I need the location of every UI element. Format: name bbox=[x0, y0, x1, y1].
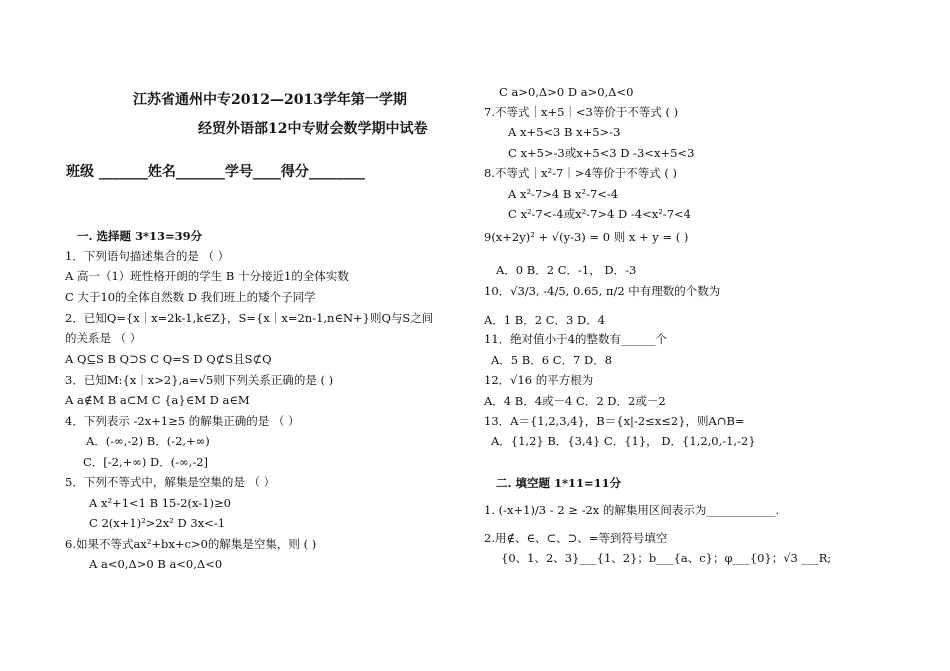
left-line-5: 的关系是 （ ） bbox=[65, 331, 142, 345]
right-line-16: A．{1,2} B．{3,4} C．{1}， D．{1,2,0,-1,-2} bbox=[491, 434, 756, 448]
left-line-1: 1．下列语句描述集合的是 （ ） bbox=[65, 249, 230, 263]
right-line-2: A x+5<3 B x+5>-3 bbox=[508, 125, 621, 139]
right-line-11: 11．绝对值小于4的整数有______个 bbox=[484, 332, 667, 346]
right-line-9: 10．√3/3, -4/5, 0.65, π/2 中有理数的个数为 bbox=[484, 284, 721, 298]
right-line-3: C x+5>-3或x+5<3 D -3<x+5<3 bbox=[508, 146, 695, 160]
right-line-12: A．5 B．6 C．7 D．8 bbox=[491, 353, 613, 367]
right-line-4: 8.不等式｜x²-7｜>4等价于不等式 ( ) bbox=[484, 166, 678, 180]
right-line-14: A．4 B．4或－4 C．2 D．2或－2 bbox=[484, 394, 666, 408]
left-line-12: 5．下列不等式中，解集是空集的是 （ ） bbox=[65, 475, 276, 489]
right-line-10: A．1 B．2 C．3 D．4 bbox=[484, 313, 606, 327]
right-line-5: A x²-7>4 B x²-7<-4 bbox=[508, 187, 619, 201]
left-line-9: 4．下列表示 -2x+1≥5 的解集正确的是 （ ） bbox=[65, 414, 300, 428]
left-line-15: 6.如果不等式ax²+bx+c>0的解集是空集，则 ( ) bbox=[65, 537, 317, 551]
left-line-6: A Q⊆S B Q⊃S C Q=S D Q⊄S且S⊄Q bbox=[65, 352, 272, 366]
right-line-17: 二. 填空题 1*11=11分 bbox=[496, 476, 622, 490]
left-line-16: A a<0,Δ>0 B a<0,Δ<0 bbox=[89, 557, 223, 571]
right-line-1: 7.不等式｜x+5｜<3等价于不等式 ( ) bbox=[484, 105, 679, 119]
right-line-19: 2.用∉、∈、⊂、⊃、=等到符号填空 bbox=[484, 531, 668, 545]
right-line-15: 13．A＝{1,2,3,4}，B＝{x|-2≤x≤2}，则A∩B= bbox=[484, 414, 745, 428]
exam-title-school: 江苏省通州中专2012—2013学年第一学期 bbox=[133, 92, 407, 108]
left-line-14: C 2(x+1)²>2x² D 3x<-1 bbox=[89, 516, 226, 530]
student-info-line: 班级 _______姓名_______学号____得分________ bbox=[66, 164, 365, 180]
right-line-8: A．0 B．2 C．-1， D．-3 bbox=[496, 263, 637, 277]
left-line-13: A x²+1<1 B 15-2(x-1)≥0 bbox=[89, 496, 231, 510]
left-line-8: A a∉M B a⊂M C {a}∈M D a∈M bbox=[65, 393, 250, 407]
right-line-6: C x²-7<-4或x²-7>4 D -4<x²-7<4 bbox=[508, 207, 691, 221]
left-line-7: 3．已知M:{x｜x>2},a=√5则下列关系正确的是 ( ) bbox=[65, 373, 334, 387]
right-line-7: 9(x+2y)² + √(y-3) = 0 则 x + y = ( ) bbox=[484, 230, 689, 244]
left-line-3: C 大于10的全体自然数 D 我们班上的矮个子同学 bbox=[65, 290, 316, 304]
right-line-18: 1. (-x+1)/3 - 2 ≥ -2x 的解集用区间表示为____________. bbox=[484, 503, 780, 517]
right-line-0: C a>0,Δ>0 D a>0,Δ<0 bbox=[499, 85, 634, 99]
left-line-10: A．(-∞,-2) B．(-2,+∞) bbox=[86, 434, 210, 448]
left-line-2: A 高一（1）班性格开朗的学生 B 十分接近1的全体实数 bbox=[65, 269, 349, 283]
left-line-11: C．[-2,+∞) D．(-∞,-2] bbox=[83, 455, 209, 469]
right-line-13: 12．√16 的平方根为 bbox=[484, 373, 594, 387]
left-line-4: 2．已知Q={x｜x=2k-1,k∈Z}，S={x｜x=2n-1,n∈N+}则Q与S之间 bbox=[65, 311, 434, 325]
right-line-20: {0、1、2、3}___{1、2}；b___{a、c}；φ___{0}；√3 ___R; bbox=[501, 551, 832, 565]
left-line-0: 一. 选择题 3*13=39分 bbox=[77, 229, 203, 243]
exam-title-course: 经贸外语部12中专财会数学期中试卷 bbox=[198, 121, 428, 137]
